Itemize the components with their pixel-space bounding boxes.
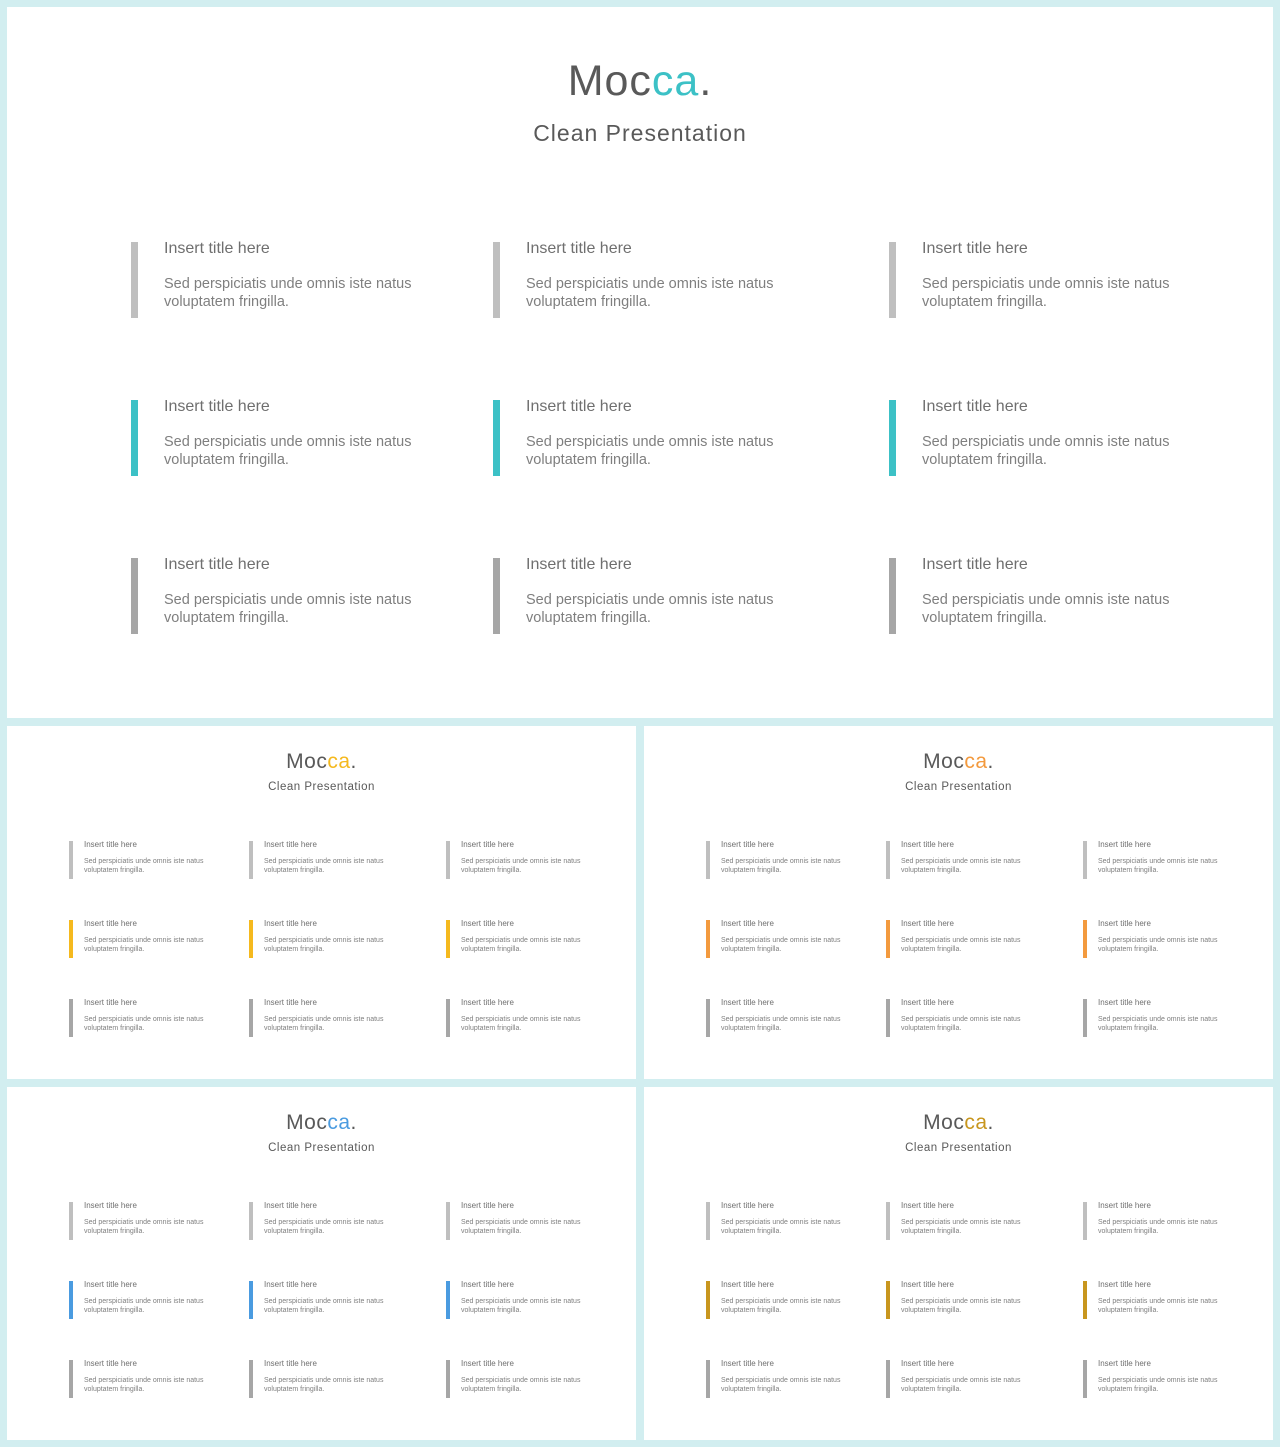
slide-subtitle: Clean Presentation xyxy=(905,781,1012,793)
item-title: Insert title here xyxy=(526,556,632,573)
item-title: Insert title here xyxy=(922,556,1028,573)
brand-logo: Mocca. xyxy=(567,57,713,105)
content-item xyxy=(889,398,1189,478)
item-title: Insert title here xyxy=(1098,840,1151,849)
item-title: Insert title here xyxy=(461,919,514,928)
content-item xyxy=(69,840,229,880)
content-item xyxy=(886,1201,1046,1241)
accent-bar xyxy=(493,242,500,318)
accent-bar xyxy=(889,558,896,634)
accent-bar xyxy=(446,1360,450,1398)
item-title: Insert title here xyxy=(901,1280,954,1289)
slide-variant-blue xyxy=(7,1087,636,1440)
content-item xyxy=(69,1201,229,1241)
accent-bar xyxy=(1083,999,1087,1037)
accent-bar xyxy=(131,558,138,634)
content-item xyxy=(249,840,409,880)
content-item xyxy=(1083,1359,1243,1399)
content-item xyxy=(886,998,1046,1038)
item-title: Insert title here xyxy=(264,1280,317,1289)
content-item xyxy=(889,556,1189,636)
item-title: Insert title here xyxy=(901,1201,954,1210)
accent-bar xyxy=(886,841,890,879)
accent-bar xyxy=(69,1281,73,1319)
accent-bar xyxy=(131,400,138,476)
item-description: Sed perspiciatis unde omnis iste natus voluptatem fringilla. xyxy=(84,1016,204,1032)
item-title: Insert title here xyxy=(264,998,317,1007)
content-item xyxy=(446,1201,606,1241)
item-description: Sed perspiciatis unde omnis iste natus voluptatem fringilla. xyxy=(526,276,774,310)
content-item xyxy=(69,919,229,959)
content-item xyxy=(1083,1280,1243,1320)
content-item xyxy=(249,1201,409,1241)
content-item xyxy=(446,1280,606,1320)
slide-subtitle: Clean Presentation xyxy=(905,1142,1012,1154)
item-description: Sed perspiciatis unde omnis iste natus voluptatem fringilla. xyxy=(721,1219,841,1235)
item-description: Sed perspiciatis unde omnis iste natus voluptatem fringilla. xyxy=(1098,1016,1218,1032)
item-description: Sed perspiciatis unde omnis iste natus voluptatem fringilla. xyxy=(922,276,1170,310)
accent-bar xyxy=(249,841,253,879)
content-item xyxy=(131,240,431,320)
accent-bar xyxy=(706,841,710,879)
item-title: Insert title here xyxy=(461,1359,514,1368)
item-description: Sed perspiciatis unde omnis iste natus voluptatem fringilla. xyxy=(721,1298,841,1314)
item-description: Sed perspiciatis unde omnis iste natus voluptatem fringilla. xyxy=(1098,1377,1218,1393)
item-title: Insert title here xyxy=(901,1359,954,1368)
brand-accent: ca xyxy=(964,750,988,773)
accent-bar xyxy=(1083,1360,1087,1398)
item-title: Insert title here xyxy=(164,240,270,257)
accent-bar xyxy=(1083,841,1087,879)
item-title: Insert title here xyxy=(84,1359,137,1368)
slide-variant-gold xyxy=(644,1087,1273,1440)
content-item xyxy=(889,240,1189,320)
accent-bar xyxy=(1083,1202,1087,1240)
item-title: Insert title here xyxy=(461,1280,514,1289)
content-item xyxy=(706,1280,866,1320)
brand-accent: ca xyxy=(327,1111,351,1134)
item-description: Sed perspiciatis unde omnis iste natus voluptatem fringilla. xyxy=(84,858,204,874)
item-description: Sed perspiciatis unde omnis iste natus voluptatem fringilla. xyxy=(461,1219,581,1235)
item-title: Insert title here xyxy=(264,1359,317,1368)
item-title: Insert title here xyxy=(164,556,270,573)
item-description: Sed perspiciatis unde omnis iste natus voluptatem fringilla. xyxy=(901,1298,1021,1314)
content-item xyxy=(249,1359,409,1399)
accent-bar xyxy=(446,1202,450,1240)
accent-bar xyxy=(249,1202,253,1240)
content-item xyxy=(886,840,1046,880)
accent-bar xyxy=(69,841,73,879)
content-item xyxy=(706,840,866,880)
item-description: Sed perspiciatis unde omnis iste natus voluptatem fringilla. xyxy=(164,592,412,626)
accent-bar xyxy=(1083,920,1087,958)
brand-logo: Mocca. xyxy=(923,1111,994,1134)
accent-bar xyxy=(706,1202,710,1240)
content-item xyxy=(706,998,866,1038)
content-item xyxy=(69,998,229,1038)
item-description: Sed perspiciatis unde omnis iste natus voluptatem fringilla. xyxy=(264,1016,384,1032)
accent-bar xyxy=(249,999,253,1037)
accent-bar xyxy=(446,999,450,1037)
accent-bar xyxy=(886,1281,890,1319)
item-description: Sed perspiciatis unde omnis iste natus voluptatem fringilla. xyxy=(1098,1219,1218,1235)
item-description: Sed perspiciatis unde omnis iste natus voluptatem fringilla. xyxy=(461,937,581,953)
item-title: Insert title here xyxy=(1098,1359,1151,1368)
slide-main xyxy=(7,7,1273,718)
content-item xyxy=(131,398,431,478)
item-description: Sed perspiciatis unde omnis iste natus voluptatem fringilla. xyxy=(721,937,841,953)
item-title: Insert title here xyxy=(264,1201,317,1210)
item-title: Insert title here xyxy=(721,1280,774,1289)
accent-bar xyxy=(706,1281,710,1319)
item-title: Insert title here xyxy=(721,1359,774,1368)
item-description: Sed perspiciatis unde omnis iste natus voluptatem fringilla. xyxy=(1098,937,1218,953)
item-description: Sed perspiciatis unde omnis iste natus voluptatem fringilla. xyxy=(721,858,841,874)
brand-logo: Mocca. xyxy=(286,1111,357,1134)
accent-bar xyxy=(886,920,890,958)
slide-subtitle: Clean Presentation xyxy=(268,781,375,793)
item-title: Insert title here xyxy=(461,1201,514,1210)
item-title: Insert title here xyxy=(721,998,774,1007)
item-title: Insert title here xyxy=(922,240,1028,257)
item-description: Sed perspiciatis unde omnis iste natus voluptatem fringilla. xyxy=(264,937,384,953)
slide-variant-orange xyxy=(644,726,1273,1079)
accent-bar xyxy=(886,999,890,1037)
accent-bar xyxy=(446,1281,450,1319)
item-description: Sed perspiciatis unde omnis iste natus voluptatem fringilla. xyxy=(264,1377,384,1393)
accent-bar xyxy=(69,1202,73,1240)
accent-bar xyxy=(1083,1281,1087,1319)
item-title: Insert title here xyxy=(526,240,632,257)
item-description: Sed perspiciatis unde omnis iste natus voluptatem fringilla. xyxy=(164,434,412,468)
accent-bar xyxy=(69,1360,73,1398)
item-title: Insert title here xyxy=(461,840,514,849)
content-item xyxy=(1083,840,1243,880)
item-description: Sed perspiciatis unde omnis iste natus voluptatem fringilla. xyxy=(461,1016,581,1032)
content-item xyxy=(446,1359,606,1399)
content-item xyxy=(1083,919,1243,959)
content-item xyxy=(446,919,606,959)
content-item xyxy=(1083,1201,1243,1241)
accent-bar xyxy=(706,1360,710,1398)
content-item xyxy=(706,1359,866,1399)
item-description: Sed perspiciatis unde omnis iste natus voluptatem fringilla. xyxy=(901,1377,1021,1393)
slide-subtitle: Clean Presentation xyxy=(533,120,747,146)
item-description: Sed perspiciatis unde omnis iste natus voluptatem fringilla. xyxy=(721,1377,841,1393)
content-item xyxy=(886,919,1046,959)
content-item xyxy=(249,998,409,1038)
item-title: Insert title here xyxy=(84,998,137,1007)
item-description: Sed perspiciatis unde omnis iste natus voluptatem fringilla. xyxy=(84,1298,204,1314)
item-title: Insert title here xyxy=(1098,919,1151,928)
content-item xyxy=(69,1280,229,1320)
item-description: Sed perspiciatis unde omnis iste natus voluptatem fringilla. xyxy=(1098,858,1218,874)
accent-bar xyxy=(889,400,896,476)
item-description: Sed perspiciatis unde omnis iste natus voluptatem fringilla. xyxy=(84,1377,204,1393)
brand-accent: ca xyxy=(327,750,351,773)
item-title: Insert title here xyxy=(84,840,137,849)
content-item xyxy=(249,919,409,959)
item-description: Sed perspiciatis unde omnis iste natus voluptatem fringilla. xyxy=(901,858,1021,874)
slide-variant-yellow xyxy=(7,726,636,1079)
content-item xyxy=(131,556,431,636)
item-description: Sed perspiciatis unde omnis iste natus voluptatem fringilla. xyxy=(901,1219,1021,1235)
item-description: Sed perspiciatis unde omnis iste natus voluptatem fringilla. xyxy=(526,434,774,468)
accent-bar xyxy=(249,1360,253,1398)
item-description: Sed perspiciatis unde omnis iste natus voluptatem fringilla. xyxy=(461,1377,581,1393)
brand-logo: Mocca. xyxy=(286,750,357,773)
accent-bar xyxy=(69,999,73,1037)
accent-bar xyxy=(249,1281,253,1319)
item-title: Insert title here xyxy=(84,1280,137,1289)
item-description: Sed perspiciatis unde omnis iste natus voluptatem fringilla. xyxy=(84,937,204,953)
item-title: Insert title here xyxy=(461,998,514,1007)
accent-bar xyxy=(889,242,896,318)
accent-bar xyxy=(249,920,253,958)
accent-bar xyxy=(886,1360,890,1398)
item-title: Insert title here xyxy=(264,840,317,849)
item-description: Sed perspiciatis unde omnis iste natus voluptatem fringilla. xyxy=(461,858,581,874)
item-description: Sed perspiciatis unde omnis iste natus voluptatem fringilla. xyxy=(264,1298,384,1314)
item-title: Insert title here xyxy=(1098,998,1151,1007)
item-description: Sed perspiciatis unde omnis iste natus voluptatem fringilla. xyxy=(901,937,1021,953)
brand-logo: Mocca. xyxy=(923,750,994,773)
item-description: Sed perspiciatis unde omnis iste natus voluptatem fringilla. xyxy=(84,1219,204,1235)
item-title: Insert title here xyxy=(526,398,632,415)
item-description: Sed perspiciatis unde omnis iste natus voluptatem fringilla. xyxy=(164,276,412,310)
item-title: Insert title here xyxy=(1098,1280,1151,1289)
content-item xyxy=(493,398,793,478)
item-description: Sed perspiciatis unde omnis iste natus voluptatem fringilla. xyxy=(264,1219,384,1235)
brand-accent: ca xyxy=(964,1111,988,1134)
content-item xyxy=(69,1359,229,1399)
accent-bar xyxy=(706,999,710,1037)
accent-bar xyxy=(69,920,73,958)
accent-bar xyxy=(493,558,500,634)
item-title: Insert title here xyxy=(901,840,954,849)
item-title: Insert title here xyxy=(1098,1201,1151,1210)
item-description: Sed perspiciatis unde omnis iste natus voluptatem fringilla. xyxy=(461,1298,581,1314)
content-item xyxy=(706,919,866,959)
item-description: Sed perspiciatis unde omnis iste natus voluptatem fringilla. xyxy=(264,858,384,874)
item-title: Insert title here xyxy=(901,998,954,1007)
item-title: Insert title here xyxy=(901,919,954,928)
content-item xyxy=(446,998,606,1038)
accent-bar xyxy=(446,841,450,879)
item-description: Sed perspiciatis unde omnis iste natus voluptatem fringilla. xyxy=(526,592,774,626)
content-item xyxy=(886,1280,1046,1320)
item-description: Sed perspiciatis unde omnis iste natus voluptatem fringilla. xyxy=(1098,1298,1218,1314)
brand-accent: ca xyxy=(651,57,700,105)
item-description: Sed perspiciatis unde omnis iste natus voluptatem fringilla. xyxy=(922,434,1170,468)
item-title: Insert title here xyxy=(721,1201,774,1210)
accent-bar xyxy=(446,920,450,958)
accent-bar xyxy=(886,1202,890,1240)
content-item xyxy=(493,240,793,320)
item-description: Sed perspiciatis unde omnis iste natus voluptatem fringilla. xyxy=(922,592,1170,626)
item-title: Insert title here xyxy=(164,398,270,415)
accent-bar xyxy=(706,920,710,958)
item-title: Insert title here xyxy=(922,398,1028,415)
item-description: Sed perspiciatis unde omnis iste natus voluptatem fringilla. xyxy=(721,1016,841,1032)
content-item xyxy=(1083,998,1243,1038)
item-title: Insert title here xyxy=(84,919,137,928)
content-item xyxy=(493,556,793,636)
item-title: Insert title here xyxy=(84,1201,137,1210)
content-item xyxy=(446,840,606,880)
item-title: Insert title here xyxy=(721,840,774,849)
content-item xyxy=(249,1280,409,1320)
content-item xyxy=(886,1359,1046,1399)
slide-subtitle: Clean Presentation xyxy=(268,1142,375,1154)
accent-bar xyxy=(493,400,500,476)
item-title: Insert title here xyxy=(721,919,774,928)
item-title: Insert title here xyxy=(264,919,317,928)
item-description: Sed perspiciatis unde omnis iste natus voluptatem fringilla. xyxy=(901,1016,1021,1032)
content-item xyxy=(706,1201,866,1241)
accent-bar xyxy=(131,242,138,318)
